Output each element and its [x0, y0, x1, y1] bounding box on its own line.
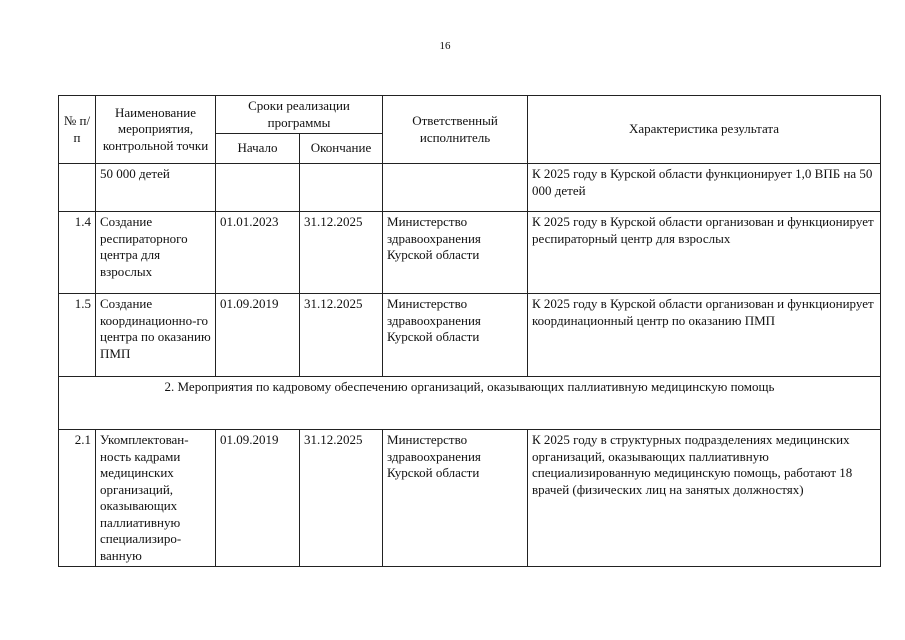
header-row: [59, 96, 881, 134]
row-start: 01.09.2019: [216, 430, 300, 567]
page-number: 16: [439, 40, 451, 52]
header-num: № п/п: [59, 96, 96, 164]
row-result: К 2025 году в Курской области функционирует 1,0 ВПБ на 50 000 детей: [528, 164, 881, 212]
row-result: К 2025 году в структурных подразделениях медицинских организаций, оказывающих паллиативную специализированную медицинскую помощь, работают 18 врачей (физических лиц на занятых должностях): [528, 430, 881, 567]
header-executor: Ответственный исполнитель: [383, 96, 528, 164]
row-name: 50 000 детей: [96, 164, 216, 212]
row-executor: Министерство здравоохранения Курской области: [383, 294, 528, 377]
table-row: [59, 164, 881, 212]
header-name: Наименование мероприятия, контрольной точки: [96, 96, 216, 164]
row-name: Укомплектован-ность кадрами медицинских организаций, оказывающих паллиативную специализиро-ванную: [96, 430, 216, 567]
header-start: Начало: [216, 134, 300, 164]
row-end: [300, 164, 383, 212]
row-end: 31.12.2025: [300, 430, 383, 567]
row-result: К 2025 году в Курской области организован и функционирует координационный центр по оказанию ПМП: [528, 294, 881, 377]
row-num: [59, 164, 96, 212]
table-row: [59, 430, 881, 567]
row-end: 31.12.2025: [300, 212, 383, 294]
table-row: [59, 212, 881, 294]
header-result: Характеристика результата: [528, 96, 881, 164]
row-num: 1.4: [59, 212, 96, 294]
row-result: К 2025 году в Курской области организован и функционирует респираторный центр для взрослых: [528, 212, 881, 294]
section-heading: 2. Мероприятия по кадровому обеспечению организаций, оказывающих паллиативную медицинскую помощь: [59, 377, 881, 430]
activities-table: [58, 95, 881, 567]
row-end: 31.12.2025: [300, 294, 383, 377]
row-name: Создание респираторного центра для взрослых: [96, 212, 216, 294]
row-name: Создание координационно-го центра по оказанию ПМП: [96, 294, 216, 377]
header-period: Сроки реализации программы: [216, 96, 383, 134]
section-row: [59, 377, 881, 430]
row-start: 01.01.2023: [216, 212, 300, 294]
row-start: 01.09.2019: [216, 294, 300, 377]
row-executor: [383, 164, 528, 212]
row-executor: Министерство здравоохранения Курской области: [383, 430, 528, 567]
row-num: 2.1: [59, 430, 96, 567]
row-num: 1.5: [59, 294, 96, 377]
table-row: [59, 294, 881, 377]
row-start: [216, 164, 300, 212]
row-executor: Министерство здравоохранения Курской области: [383, 212, 528, 294]
header-end: Окончание: [300, 134, 383, 164]
